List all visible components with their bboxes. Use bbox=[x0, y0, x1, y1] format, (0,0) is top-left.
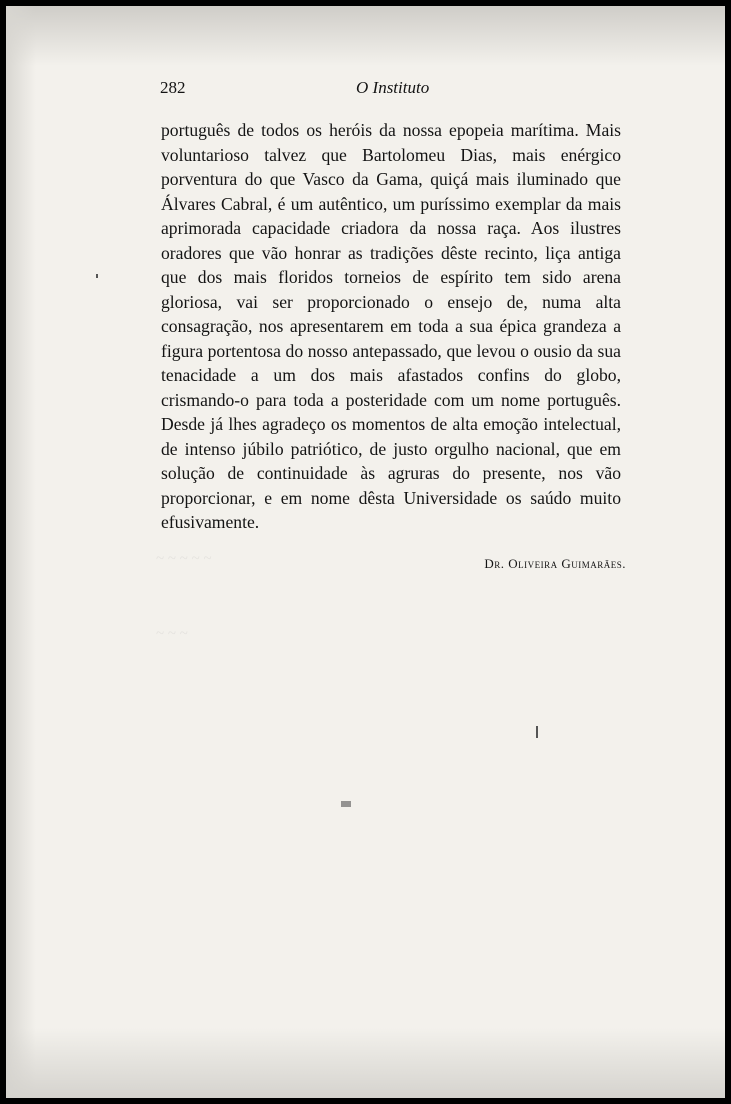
speck bbox=[536, 726, 538, 738]
speck bbox=[341, 801, 351, 807]
body-paragraph: português de todos os heróis da nossa epopeia marítima. Mais voluntarioso talvez que Bartolomeu Dias, mais enérgico porventura do que Vasco da Gama, quiçá mais iluminado que Álvares Cabral, é um autêntico, um puríssimo exemplar da mais aprimorada capacidade criadora da nossa raça. Aos ilustres oradores que vão honrar as tradições dêste recinto, liça antiga que dos mais floridos torneios de espírito tem sido arena gloriosa, vai ser proporcionado o ensejo de, numa alta consagração, nos apresentarem em toda a sua épica grandeza a figura portentosa do nosso antepassado, que levou o ousio da sua tenacidade a um dos mais afastados confins do globo, crismando-o para toda a posteridade com um nome português. Desde já lhes agradeço os momentos de alta emoção intelectual, de intenso júbilo patriótico, de justo orgulho nacional, que em solução de continuidade às agruras do presente, nos vão proporcionar, e em nome dêsta Universidade os saúdo muito efusivamente. bbox=[161, 120, 621, 532]
running-title: O Instituto bbox=[356, 78, 430, 97]
page-header bbox=[156, 78, 626, 102]
page-number: 282 bbox=[160, 78, 186, 97]
author-signature: Dr. Oliveira Guimarães. bbox=[484, 556, 626, 571]
scanned-page bbox=[6, 6, 725, 1098]
speck bbox=[96, 274, 98, 278]
scan-shadow-left bbox=[6, 6, 36, 1098]
scan-shadow-top bbox=[6, 6, 725, 66]
bleed-through-text: ~ ~ ~ ~ ~ bbox=[156, 551, 212, 567]
scan-shadow-bottom bbox=[6, 1028, 725, 1098]
bleed-through-text: ~ ~ ~ bbox=[156, 626, 188, 642]
